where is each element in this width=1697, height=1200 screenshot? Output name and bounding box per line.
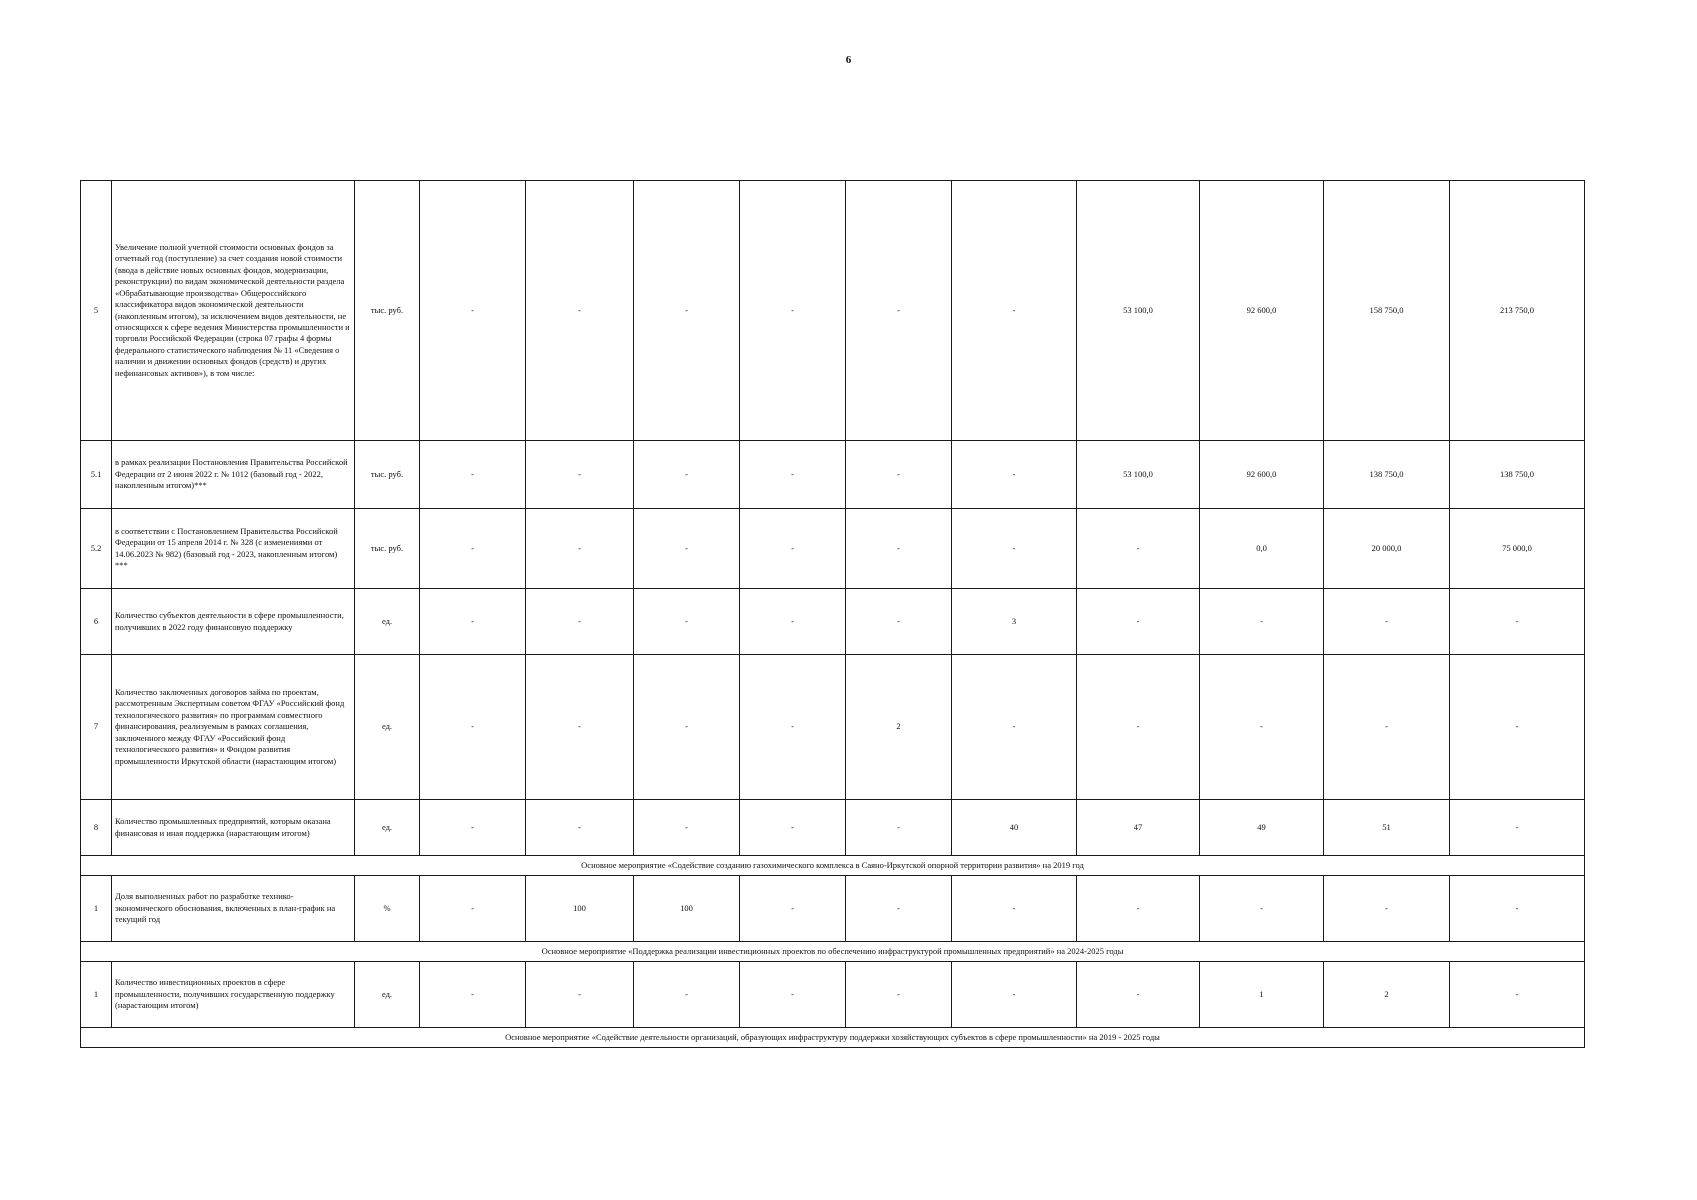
- value-cell: -: [846, 441, 952, 509]
- table-row: [81, 589, 1585, 655]
- row-number: 5: [81, 181, 112, 441]
- value-cell: -: [1200, 655, 1324, 800]
- value-cell: -: [740, 876, 846, 942]
- row-number: 7: [81, 655, 112, 800]
- value-cell: 2: [846, 655, 952, 800]
- row-number: 1: [81, 876, 112, 942]
- value-cell: -: [526, 181, 634, 441]
- value-cell: -: [634, 962, 740, 1028]
- value-cell: 3: [952, 589, 1077, 655]
- value-cell: 138 750,0: [1324, 441, 1450, 509]
- value-cell: -: [420, 876, 526, 942]
- unit-cell: тыс. руб.: [355, 509, 420, 589]
- unit-cell: тыс. руб.: [355, 181, 420, 441]
- value-cell: 100: [634, 876, 740, 942]
- value-cell: 138 750,0: [1450, 441, 1585, 509]
- value-cell: 51: [1324, 800, 1450, 856]
- value-cell: -: [420, 962, 526, 1028]
- value-cell: -: [420, 509, 526, 589]
- value-cell: -: [846, 589, 952, 655]
- section-header-row: [81, 942, 1585, 962]
- value-cell: -: [1077, 509, 1200, 589]
- table-row: [81, 181, 1585, 441]
- value-cell: 213 750,0: [1450, 181, 1585, 441]
- value-cell: -: [952, 962, 1077, 1028]
- value-cell: 47: [1077, 800, 1200, 856]
- indicator-description: Количество промышленных предприятий, которым оказана финансовая и иная поддержка (нарастающим итогом): [112, 800, 355, 856]
- value-cell: -: [1450, 876, 1585, 942]
- value-cell: 2: [1324, 962, 1450, 1028]
- value-cell: -: [846, 876, 952, 942]
- unit-cell: тыс. руб.: [355, 441, 420, 509]
- value-cell: -: [952, 509, 1077, 589]
- value-cell: 20 000,0: [1324, 509, 1450, 589]
- value-cell: -: [634, 441, 740, 509]
- unit-cell: ед.: [355, 655, 420, 800]
- value-cell: -: [420, 589, 526, 655]
- value-cell: -: [740, 589, 846, 655]
- value-cell: -: [740, 181, 846, 441]
- table-row: [81, 876, 1585, 942]
- value-cell: -: [740, 509, 846, 589]
- value-cell: -: [1450, 655, 1585, 800]
- unit-cell: %: [355, 876, 420, 942]
- value-cell: 158 750,0: [1324, 181, 1450, 441]
- value-cell: -: [952, 876, 1077, 942]
- page-number: 6: [845, 54, 852, 66]
- row-number: 8: [81, 800, 112, 856]
- value-cell: -: [1450, 589, 1585, 655]
- table-row: [81, 509, 1585, 589]
- value-cell: -: [740, 962, 846, 1028]
- indicator-description: Увеличение полной учетной стоимости основных фондов за отчетный год (поступление) за счет создания новой стоимости (ввода в действие новых основных фондов, модернизации, реконструкции) по видам экономической деятельности раздела «Обрабатывающие производства» Общероссийского классификатора видов экономической деятельности (накопленным итогом), за исключением видов деятельности, не относящихся к сфере ведения Министерства промышленности и торговли Российской Федерации (строка 07 графы 4 формы федерального статистического наблюдения № 11 «Сведения о наличии и движении основных фондов (средств) и других нефинансовых активов»), в том числе:: [112, 181, 355, 441]
- value-cell: -: [952, 181, 1077, 441]
- value-cell: 53 100,0: [1077, 441, 1200, 509]
- indicator-description: Количество субъектов деятельности в сфере промышленности, получивших в 2022 году финансовую поддержку: [112, 589, 355, 655]
- section-header: Основное мероприятие «Поддержка реализации инвестиционных проектов по обеспечению инфраструктурой промышленных предприятий» на 2024-2025 годы: [81, 942, 1585, 962]
- value-cell: -: [1324, 589, 1450, 655]
- value-cell: -: [740, 800, 846, 856]
- value-cell: -: [846, 181, 952, 441]
- section-header: Основное мероприятие «Содействие созданию газохимического комплекса в Саяно-Иркутской опорной территории развития» на 2019 год: [81, 856, 1585, 876]
- indicator-description: в соответствии с Постановлением Правительства Российской Федерации от 15 апреля 2014 г. № 328 (с изменениями от 14.06.2023 № 982) (базовый год - 2023, накопленным итогом) ***: [112, 509, 355, 589]
- row-number: 6: [81, 589, 112, 655]
- value-cell: -: [634, 509, 740, 589]
- value-cell: -: [1200, 589, 1324, 655]
- value-cell: -: [634, 589, 740, 655]
- value-cell: -: [420, 441, 526, 509]
- value-cell: -: [952, 655, 1077, 800]
- value-cell: -: [1324, 655, 1450, 800]
- value-cell: 92 600,0: [1200, 441, 1324, 509]
- value-cell: -: [420, 800, 526, 856]
- value-cell: 40: [952, 800, 1077, 856]
- value-cell: 100: [526, 876, 634, 942]
- indicator-description: Доля выполненных работ по разработке технико-экономического обоснования, включенных в план-график на текущий год: [112, 876, 355, 942]
- value-cell: -: [526, 589, 634, 655]
- indicator-description: в рамках реализации Постановления Правительства Российской Федерации от 2 июня 2022 г. № 1012 (базовый год - 2022, накопленным итогом)***: [112, 441, 355, 509]
- row-number: 1: [81, 962, 112, 1028]
- value-cell: -: [1324, 876, 1450, 942]
- value-cell: -: [634, 181, 740, 441]
- row-number: 5.1: [81, 441, 112, 509]
- table-row: [81, 655, 1585, 800]
- table-row: [81, 800, 1585, 856]
- row-number: 5.2: [81, 509, 112, 589]
- value-cell: -: [740, 441, 846, 509]
- value-cell: 1: [1200, 962, 1324, 1028]
- unit-cell: ед.: [355, 800, 420, 856]
- indicator-description: Количество инвестиционных проектов в сфере промышленности, получивших государственную поддержку (нарастающим итогом): [112, 962, 355, 1028]
- section-header: Основное мероприятие «Содействие деятельности организаций, образующих инфраструктуру поддержки хозяйствующих субъектов в сфере промышленности» на 2019 - 2025 годы: [81, 1028, 1585, 1048]
- value-cell: 49: [1200, 800, 1324, 856]
- value-cell: -: [846, 800, 952, 856]
- indicator-description: Количество заключенных договоров займа по проектам, рассмотренным Экспертным советом ФГАУ «Российский фонд технологического развития» по программам совместного финансирования, реализуемым в рамках соглашения, заключенного между ФГАУ «Российский фонд технологического развития» и Фондом развития промышленности Иркутской области (нарастающим итогом): [112, 655, 355, 800]
- value-cell: -: [526, 655, 634, 800]
- value-cell: -: [420, 181, 526, 441]
- value-cell: -: [526, 509, 634, 589]
- value-cell: 53 100,0: [1077, 181, 1200, 441]
- value-cell: -: [740, 655, 846, 800]
- value-cell: -: [1450, 962, 1585, 1028]
- table-row: [81, 962, 1585, 1028]
- value-cell: -: [526, 962, 634, 1028]
- value-cell: -: [1077, 655, 1200, 800]
- value-cell: 0,0: [1200, 509, 1324, 589]
- unit-cell: ед.: [355, 589, 420, 655]
- section-header-row: [81, 856, 1585, 876]
- value-cell: -: [634, 800, 740, 856]
- value-cell: -: [1077, 589, 1200, 655]
- value-cell: -: [952, 441, 1077, 509]
- value-cell: -: [1077, 962, 1200, 1028]
- unit-cell: ед.: [355, 962, 420, 1028]
- value-cell: -: [846, 962, 952, 1028]
- table-row: [81, 441, 1585, 509]
- value-cell: 75 000,0: [1450, 509, 1585, 589]
- value-cell: -: [526, 800, 634, 856]
- value-cell: -: [526, 441, 634, 509]
- value-cell: -: [1200, 876, 1324, 942]
- value-cell: -: [420, 655, 526, 800]
- section-header-row: [81, 1028, 1585, 1048]
- value-cell: -: [634, 655, 740, 800]
- value-cell: -: [1077, 876, 1200, 942]
- value-cell: -: [846, 509, 952, 589]
- value-cell: 92 600,0: [1200, 181, 1324, 441]
- value-cell: -: [1450, 800, 1585, 856]
- indicators-table: [80, 180, 1585, 1048]
